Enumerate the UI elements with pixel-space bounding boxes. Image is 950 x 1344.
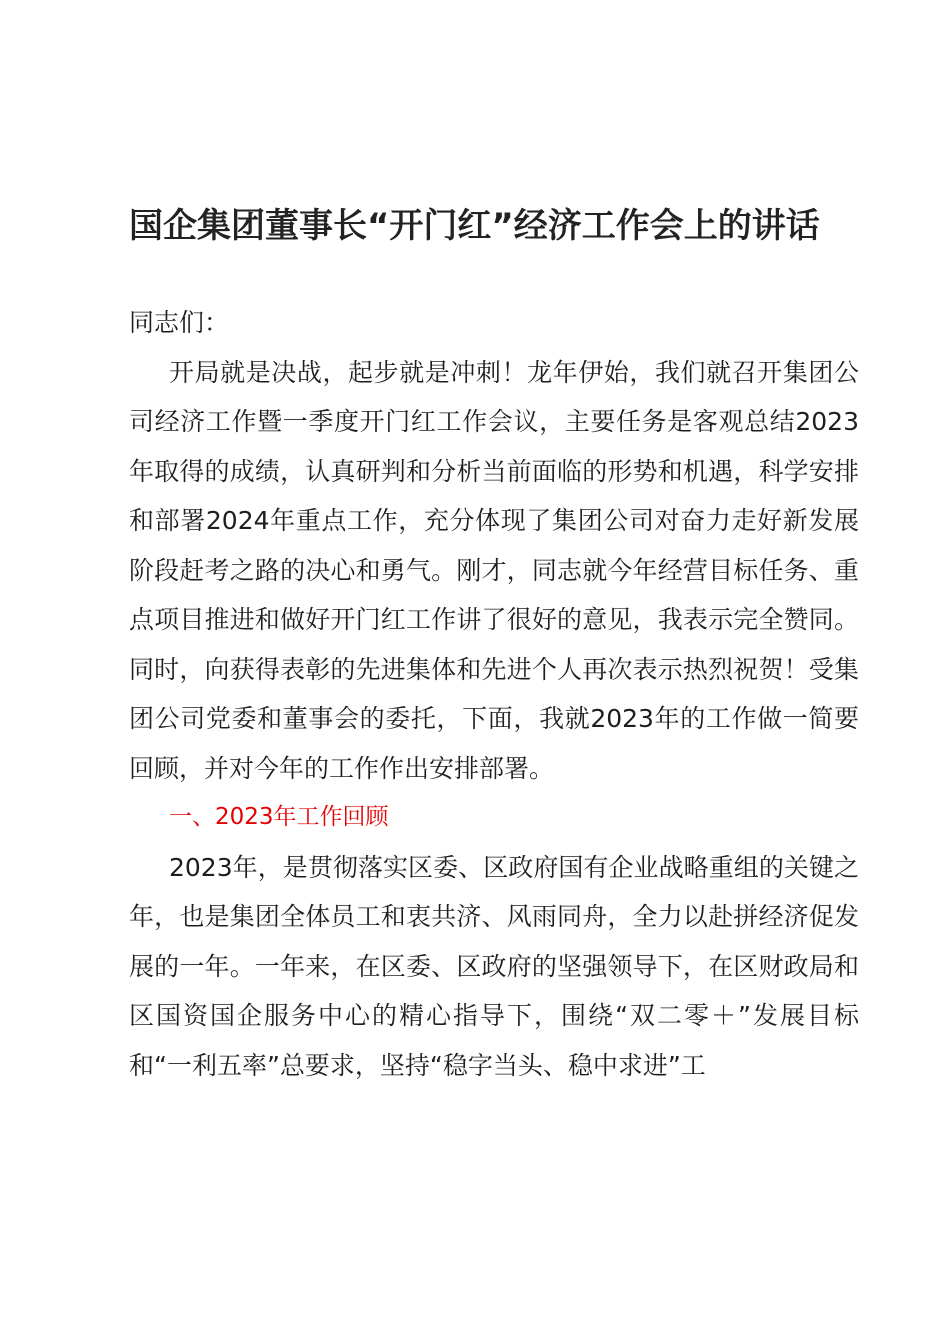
document-body [129, 298, 859, 1090]
section-heading: 一、2023年工作回顾 [169, 804, 389, 830]
section-paragraph: 2023年，是贯彻落实区委、区政府国有企业战略重组的关键之年，也是集团全体员工和衷共济、风雨同舟，全力以赴拼经济促发展的一年。一年来，在区委、区政府的坚强领导下，在区财政局和区国资国企服务中心的精心指导下，围绕“双二零＋”发展目标和“一利五率”总要求，坚持“稳字当头、稳中求进”工 [129, 852, 859, 1080]
salutation: 同志们： [129, 308, 230, 337]
document-title: 国企集团董事长“开门红”经济工作会上的讲话 [129, 206, 820, 246]
body-paragraph: 开局就是决战，起步就是冲刺！龙年伊始，我们就召开集团公司经济工作暨一季度开门红工作会议，主要任务是客观总结2023年取得的成绩，认真研判和分析当前面临的形势和机遇，科学安排和部署2024年重点工作，充分体现了集团公司对奋力走好新发展阶段赶考之路的决心和勇气。刚才，同志就今年经营目标任务、重点项目推进和做好开门红工作讲了很好的意见，我表示完全赞同。同时，向获得表彰的先进集体和先进个人再次表示热烈祝贺！受集团公司党委和董事会的委托，下面，我就2023年的工作做一简要回顾，并对今年的工作作出安排部署。 [129, 357, 859, 783]
